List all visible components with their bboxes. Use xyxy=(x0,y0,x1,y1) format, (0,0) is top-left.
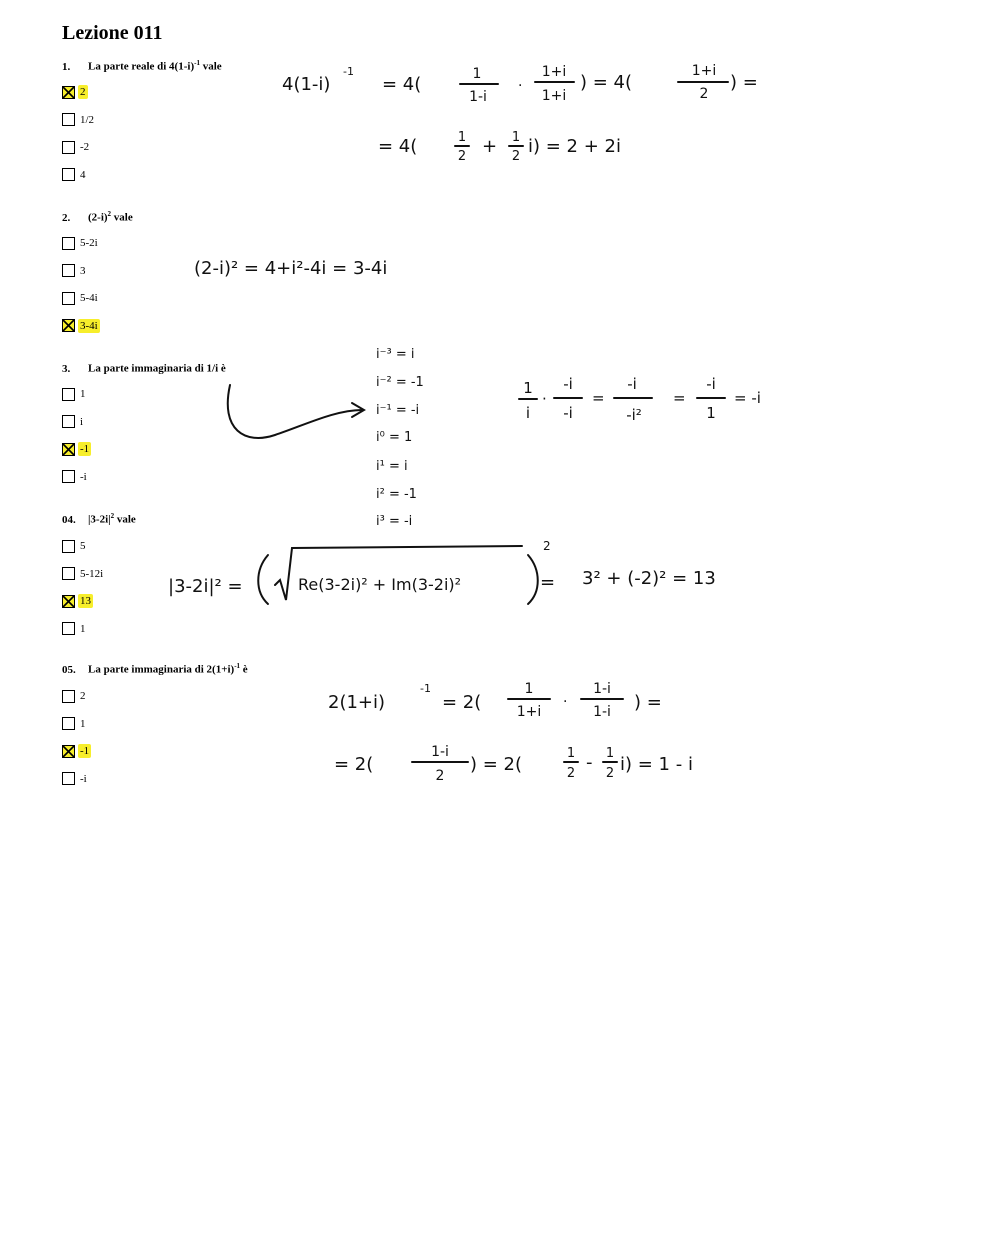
option-label: 2 xyxy=(80,690,86,702)
ink-text: 1-i xyxy=(431,744,449,760)
ink-text: = xyxy=(673,389,686,407)
question-text: (2-i) xyxy=(88,211,108,224)
ink-text: 1+i xyxy=(691,63,717,79)
option-label: -1 xyxy=(80,443,90,455)
ink-text: = xyxy=(540,572,556,593)
ink-text: + xyxy=(482,136,498,157)
question-number: 1. xyxy=(62,60,71,73)
ink-text: i xyxy=(525,404,531,422)
option-label: -i xyxy=(80,470,87,483)
ink-text: ) = 4( xyxy=(580,72,633,93)
ink-text: 1 xyxy=(706,404,716,422)
ink-text: i) = 2 + 2i xyxy=(528,136,621,157)
ink-text: = xyxy=(592,389,605,407)
question-number: 04. xyxy=(62,513,76,526)
power-of-i: i² = -1 xyxy=(376,487,417,502)
ink-text: -i xyxy=(563,404,573,422)
question-number: 05. xyxy=(62,663,76,676)
ink-text: 2 xyxy=(457,149,467,164)
ink-text: -i xyxy=(706,375,716,393)
question-text: |3-2i| xyxy=(88,513,111,526)
option-label: -i xyxy=(80,772,87,785)
ink-text: -i xyxy=(563,375,573,393)
ink-text: = 4( xyxy=(378,136,418,157)
power-of-i: i⁻¹ = -i xyxy=(376,403,420,418)
ink-text: 1-i xyxy=(469,89,487,105)
option-label: 1/2 xyxy=(80,113,95,126)
arrow-curve xyxy=(228,385,362,438)
ink-text: · xyxy=(518,78,523,94)
question-tail: vale xyxy=(114,513,136,526)
ink-text: - xyxy=(586,752,593,773)
power-of-i: i¹ = i xyxy=(376,459,408,474)
question-tail: vale xyxy=(199,60,222,73)
q2-working xyxy=(194,258,387,279)
question-superscript: 2 xyxy=(110,512,115,520)
ink-text: -i² xyxy=(626,406,642,424)
option-label: 1 xyxy=(80,717,86,730)
ink-text: 1 xyxy=(523,379,533,397)
ink-text: 2 xyxy=(511,149,521,164)
option-label: 4 xyxy=(80,168,86,181)
ink-text: 1+i xyxy=(516,704,542,720)
option-label: -1 xyxy=(80,745,90,757)
ink-text: 1 xyxy=(524,681,534,697)
ink-text: -1 xyxy=(420,682,431,695)
powers-of-i-list xyxy=(376,347,424,529)
ink-text: 3² + (-2)² = 13 xyxy=(582,568,716,589)
option-label: 5-4i xyxy=(80,292,98,304)
question-text: La parte reale di 4(1-i) xyxy=(88,60,195,73)
power-of-i: i³ = -i xyxy=(376,514,413,529)
question-number: 3. xyxy=(62,362,71,375)
ink-text: 4(1-i) xyxy=(282,74,331,95)
ink-text: 1 xyxy=(566,746,576,761)
ink-text: 2 xyxy=(543,539,551,553)
ink-text: = -i xyxy=(734,389,761,407)
ink-text: ) = xyxy=(634,692,662,713)
option-label: 5 xyxy=(80,540,86,552)
ink-paren xyxy=(528,555,538,604)
ink-text: -1 xyxy=(343,65,354,78)
option-label: 2 xyxy=(80,86,86,98)
ink-text: 1-i xyxy=(593,681,611,697)
ink-text: · xyxy=(542,390,547,408)
ink-text: ) = xyxy=(730,72,758,93)
option-label: 13 xyxy=(80,595,91,607)
power-of-i: i⁻² = -1 xyxy=(376,375,424,390)
question-tail: è xyxy=(240,663,248,676)
option-label: 3 xyxy=(80,264,86,277)
ink-text: 2 xyxy=(435,768,445,784)
option-label: 5-2i xyxy=(80,237,98,249)
ink-text: 1 xyxy=(472,66,482,82)
ink-text: 2 xyxy=(566,766,576,781)
ink-text: = 2( xyxy=(442,692,482,713)
question-superscript: 2 xyxy=(107,210,112,218)
ink-text: ) = 2( xyxy=(470,754,523,775)
question-superscript: -1 xyxy=(194,59,200,67)
option-label: 1 xyxy=(80,622,86,635)
option-label: 1 xyxy=(80,388,86,400)
option-label: 3-4i xyxy=(80,319,98,332)
ink-text: -i xyxy=(627,375,637,393)
question-number: 2. xyxy=(62,211,71,224)
ink-text: 1 xyxy=(605,746,615,761)
question-superscript: -1 xyxy=(234,662,241,670)
option-label: i xyxy=(80,415,84,428)
page-title: Lezione 011 xyxy=(62,22,163,44)
ink-text: = 4( xyxy=(382,74,422,95)
option-label: -2 xyxy=(80,141,90,153)
power-of-i: i⁰ = 1 xyxy=(376,430,413,445)
question-text: La parte immaginaria di 2(1+i) xyxy=(88,663,235,676)
q5-working xyxy=(328,681,693,784)
ink-text: = 2( xyxy=(334,754,374,775)
question-tail: vale xyxy=(111,211,133,224)
ink-text: 2 xyxy=(699,86,709,102)
ink-text: |3-2i|² = xyxy=(168,576,243,597)
ink-text: 2 xyxy=(605,766,615,781)
ink-text: 2(1+i) xyxy=(328,692,386,713)
q1-working xyxy=(282,63,758,164)
ink-paren xyxy=(258,555,268,604)
ink-text: 1-i xyxy=(593,704,611,720)
ink-text: 1+i xyxy=(541,64,567,80)
option-label: 5-12i xyxy=(80,567,104,580)
question-text: La parte immaginaria di 1/i è xyxy=(88,362,226,375)
q4-working xyxy=(168,539,716,604)
ink-text: i) = 1 - i xyxy=(620,754,693,775)
power-of-i: i⁻³ = i xyxy=(376,347,415,362)
ink-text: (2-i)² = 4+i²-4i = 3-4i xyxy=(194,258,388,279)
ink-text: · xyxy=(563,694,568,710)
ink-text: 1 xyxy=(457,130,467,145)
q3-working xyxy=(519,375,761,424)
ink-text: 1 xyxy=(511,130,521,145)
ink-text: Re(3-2i)² + Im(3-2i)² xyxy=(298,575,462,594)
ink-text: 1+i xyxy=(541,88,567,104)
